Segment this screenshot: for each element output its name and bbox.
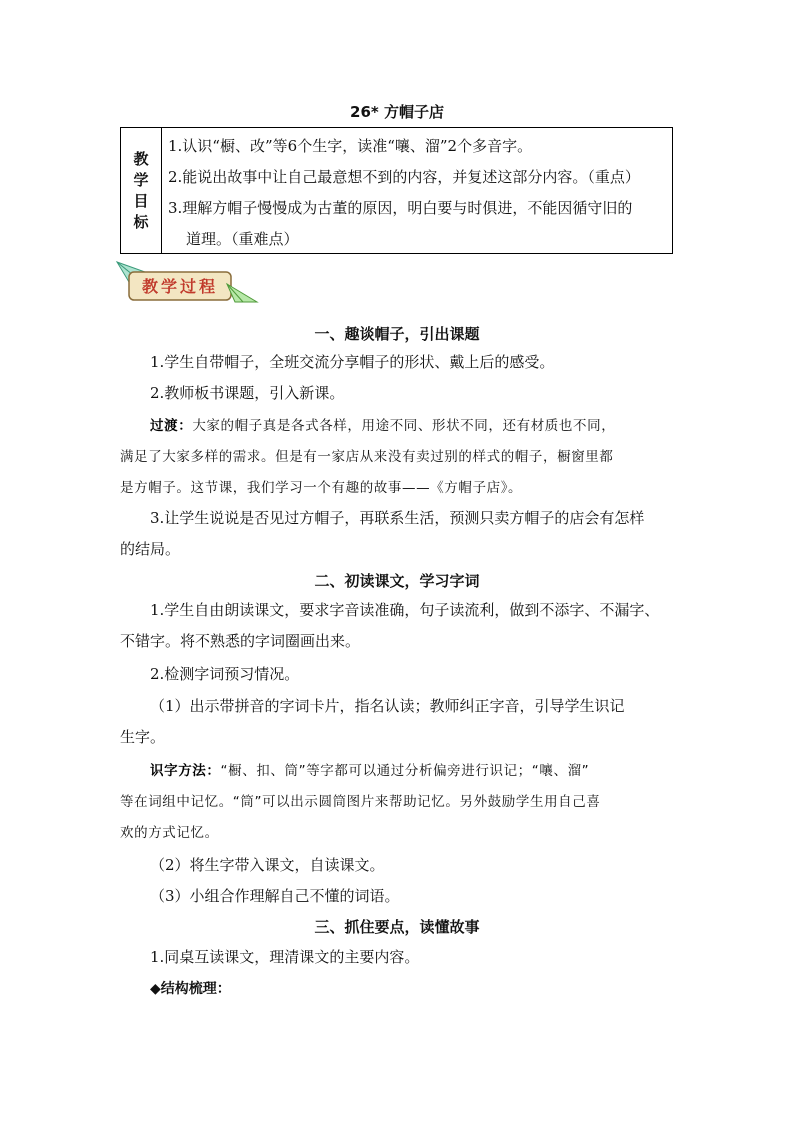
paper-plane-icon-right bbox=[227, 284, 257, 302]
goals-label-char: 标 bbox=[133, 212, 149, 231]
goals-label-char: 目 bbox=[133, 191, 149, 210]
paragraph-line: （3）小组合作理解自己不懂的词语。 bbox=[150, 887, 400, 905]
note-line: 满足了大家多样的需求。但是有一家店从来没有卖过别的样式的帽子，橱窗里都 bbox=[120, 449, 614, 465]
teaching-process-badge bbox=[115, 258, 260, 308]
goal-item-1: 1.认识“橱、改”等6个生字，读准“嚷、溜”2个多音字。 bbox=[168, 137, 533, 155]
literacy-method-note bbox=[120, 756, 675, 849]
paragraph-line: 2.检测字词预习情况。 bbox=[150, 665, 300, 683]
transition-label: 过渡： bbox=[150, 418, 193, 434]
teaching-goals-label bbox=[121, 128, 162, 253]
s1-paragraph-1 bbox=[120, 347, 675, 378]
s2-paragraph-1 bbox=[120, 595, 675, 657]
goal-item-2: 2.能说出故事中让自己最意想不到的内容，并复述这部分内容。（重点） bbox=[168, 168, 640, 186]
paragraph-line: 的结局。 bbox=[120, 540, 181, 558]
method-label: 识字方法： bbox=[150, 763, 221, 779]
section-title-3: 三、抓住要点，读懂故事 bbox=[314, 918, 480, 936]
s2-paragraph-3 bbox=[120, 691, 675, 753]
paragraph-line: 生字。 bbox=[120, 728, 166, 746]
paragraph-line: 1.同桌互读课文，理清课文的主要内容。 bbox=[150, 948, 420, 966]
note-line: 大家的帽子真是各式各样，用途不同、形状不同，还有材质也不同， bbox=[192, 418, 616, 434]
goals-label-char: 学 bbox=[133, 170, 149, 189]
goal-item-3-continued: 道理。（重难点） bbox=[186, 230, 299, 248]
s2-paragraph-5 bbox=[120, 881, 675, 912]
page-title: 26* 方帽子店 bbox=[350, 103, 444, 121]
paragraph-line: 2.教师板书课题，引入新课。 bbox=[150, 384, 345, 402]
goals-label-char: 教 bbox=[133, 149, 149, 168]
paragraph-line: 不错字。将不熟悉的字词圈画出来。 bbox=[120, 632, 361, 650]
note-line: 欢的方式记忆。 bbox=[120, 825, 219, 841]
note-line: 是方帽子。这节课，我们学习一个有趣的故事——《方帽子店》。 bbox=[120, 480, 523, 496]
s1-paragraph-3 bbox=[120, 503, 675, 565]
structure-label: ◆结构梳理： bbox=[150, 981, 231, 997]
structure-heading bbox=[120, 974, 675, 1005]
section-title-2: 二、初读课文，学习字词 bbox=[314, 572, 480, 590]
note-line: “橱、扣、筒”等字都可以通过分析偏旁进行识记；“嚷、溜” bbox=[220, 763, 590, 779]
section-title-1: 一、趣谈帽子，引出课题 bbox=[314, 325, 480, 343]
transition-note bbox=[120, 411, 675, 504]
s2-paragraph-4 bbox=[120, 850, 675, 881]
paragraph-line: （2）将生字带入课文，自读课文。 bbox=[150, 856, 385, 874]
s2-paragraph-2 bbox=[120, 659, 675, 690]
teaching-goals-list bbox=[162, 128, 672, 253]
note-line: 等在词组中记忆。“筒”可以出示圆筒图片来帮助记忆。另外鼓励学生用自己喜 bbox=[120, 794, 601, 810]
goal-item-3: 3.理解方帽子慢慢成为古董的原因，明白要与时俱进，不能因循守旧的 bbox=[168, 199, 633, 217]
paragraph-line: 1.学生自带帽子，全班交流分享帽子的形状、戴上后的感受。 bbox=[150, 353, 555, 371]
paragraph-line: 1.学生自由朗读课文，要求字音读准确，句子读流利，做到不添字、不漏字、 bbox=[150, 601, 660, 619]
teaching-goals-table bbox=[120, 127, 673, 254]
s1-paragraph-2 bbox=[120, 378, 675, 409]
badge-text: 教学过程 bbox=[141, 277, 219, 296]
s3-paragraph-1 bbox=[120, 942, 675, 973]
paragraph-line: 3.让学生说说是否见过方帽子，再联系生活，预测只卖方帽子的店会有怎样 bbox=[150, 509, 645, 527]
paragraph-line: （1）出示带拼音的字词卡片，指名认读；教师纠正字音，引导学生识记 bbox=[150, 697, 625, 715]
